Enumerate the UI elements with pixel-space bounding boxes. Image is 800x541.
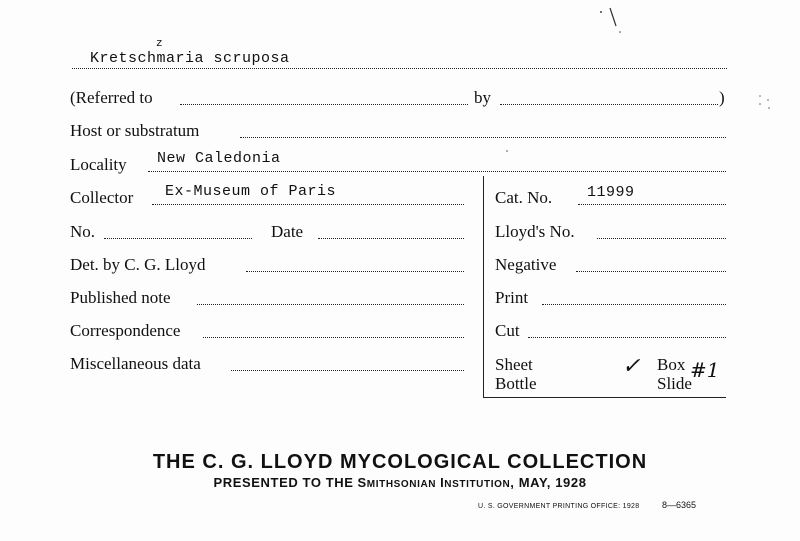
date-label: Date <box>271 222 304 241</box>
lloyds-no-label: Lloyd's No. <box>495 222 575 241</box>
published-note-label: Published note <box>70 288 171 307</box>
date-line <box>318 238 464 239</box>
host-line <box>240 137 726 138</box>
collector-label: Collector <box>70 188 134 207</box>
name-correction-mark: z <box>156 38 164 50</box>
misc-data-label: Miscellaneous data <box>70 354 201 373</box>
published-note-line <box>197 304 464 305</box>
specimen-name: Kretschmaria scruposa <box>90 50 290 67</box>
host-label: Host or substratum <box>70 121 200 140</box>
printing-office-note: U. S. GOVERNMENT PRINTING OFFICE: 1928 <box>478 503 640 510</box>
box-number-mark: #1 <box>690 358 720 382</box>
subtitle-mithsonian: MITHSONIAN <box>366 479 437 490</box>
by-line <box>500 104 718 105</box>
negative-line <box>576 271 726 272</box>
right-box-left-border <box>483 176 484 397</box>
locality-label: Locality <box>70 155 127 174</box>
checkmark-icon: ✓ <box>622 354 641 379</box>
no-label: No. <box>70 222 96 241</box>
subtitle-date: , MAY, 1928 <box>510 475 587 490</box>
cut-line <box>528 337 726 338</box>
collection-title: THE C. G. LLOYD MYCOLOGICAL COLLECTION <box>152 451 648 473</box>
det-by-line <box>246 271 464 272</box>
specimen-name-line <box>72 68 727 69</box>
referred-to-line <box>180 104 468 105</box>
locality-value: New Caledonia <box>157 150 281 167</box>
by-label: by <box>474 88 491 107</box>
subtitle-initial-i: I <box>440 475 445 490</box>
collection-subtitle <box>0 475 800 490</box>
misc-data-line <box>231 370 464 371</box>
correspondence-label: Correspondence <box>70 321 181 340</box>
cat-no-label: Cat. No. <box>495 188 553 207</box>
right-box-bottom-border <box>483 397 726 398</box>
subtitle-initial-s: S <box>357 475 367 490</box>
referred-to-label: (Referred to <box>70 88 153 107</box>
form-number: 8—6365 <box>662 500 697 510</box>
print-line <box>542 304 726 305</box>
det-by-label: Det. by C. G. Lloyd <box>70 255 206 274</box>
subtitle-presented: PRESENTED TO THE <box>213 475 354 490</box>
print-label: Print <box>495 288 529 307</box>
bottle-label: Bottle <box>495 374 537 393</box>
close-paren: ) <box>719 88 725 107</box>
subtitle-nstitution: NSTITUTION <box>444 479 511 490</box>
box-label: Box <box>657 355 686 374</box>
collector-line <box>152 204 464 205</box>
slide-label: Slide <box>657 374 692 393</box>
cut-label: Cut <box>495 321 520 340</box>
lloyds-no-line <box>597 238 726 239</box>
cat-no-line <box>578 204 726 205</box>
negative-label: Negative <box>495 255 557 274</box>
no-line <box>104 238 252 239</box>
sheet-label: Sheet <box>495 355 533 374</box>
locality-line <box>148 171 726 172</box>
collector-value: Ex-Museum of Paris <box>165 183 337 200</box>
correspondence-line <box>203 337 464 338</box>
cat-no-value: 11999 <box>587 184 635 201</box>
